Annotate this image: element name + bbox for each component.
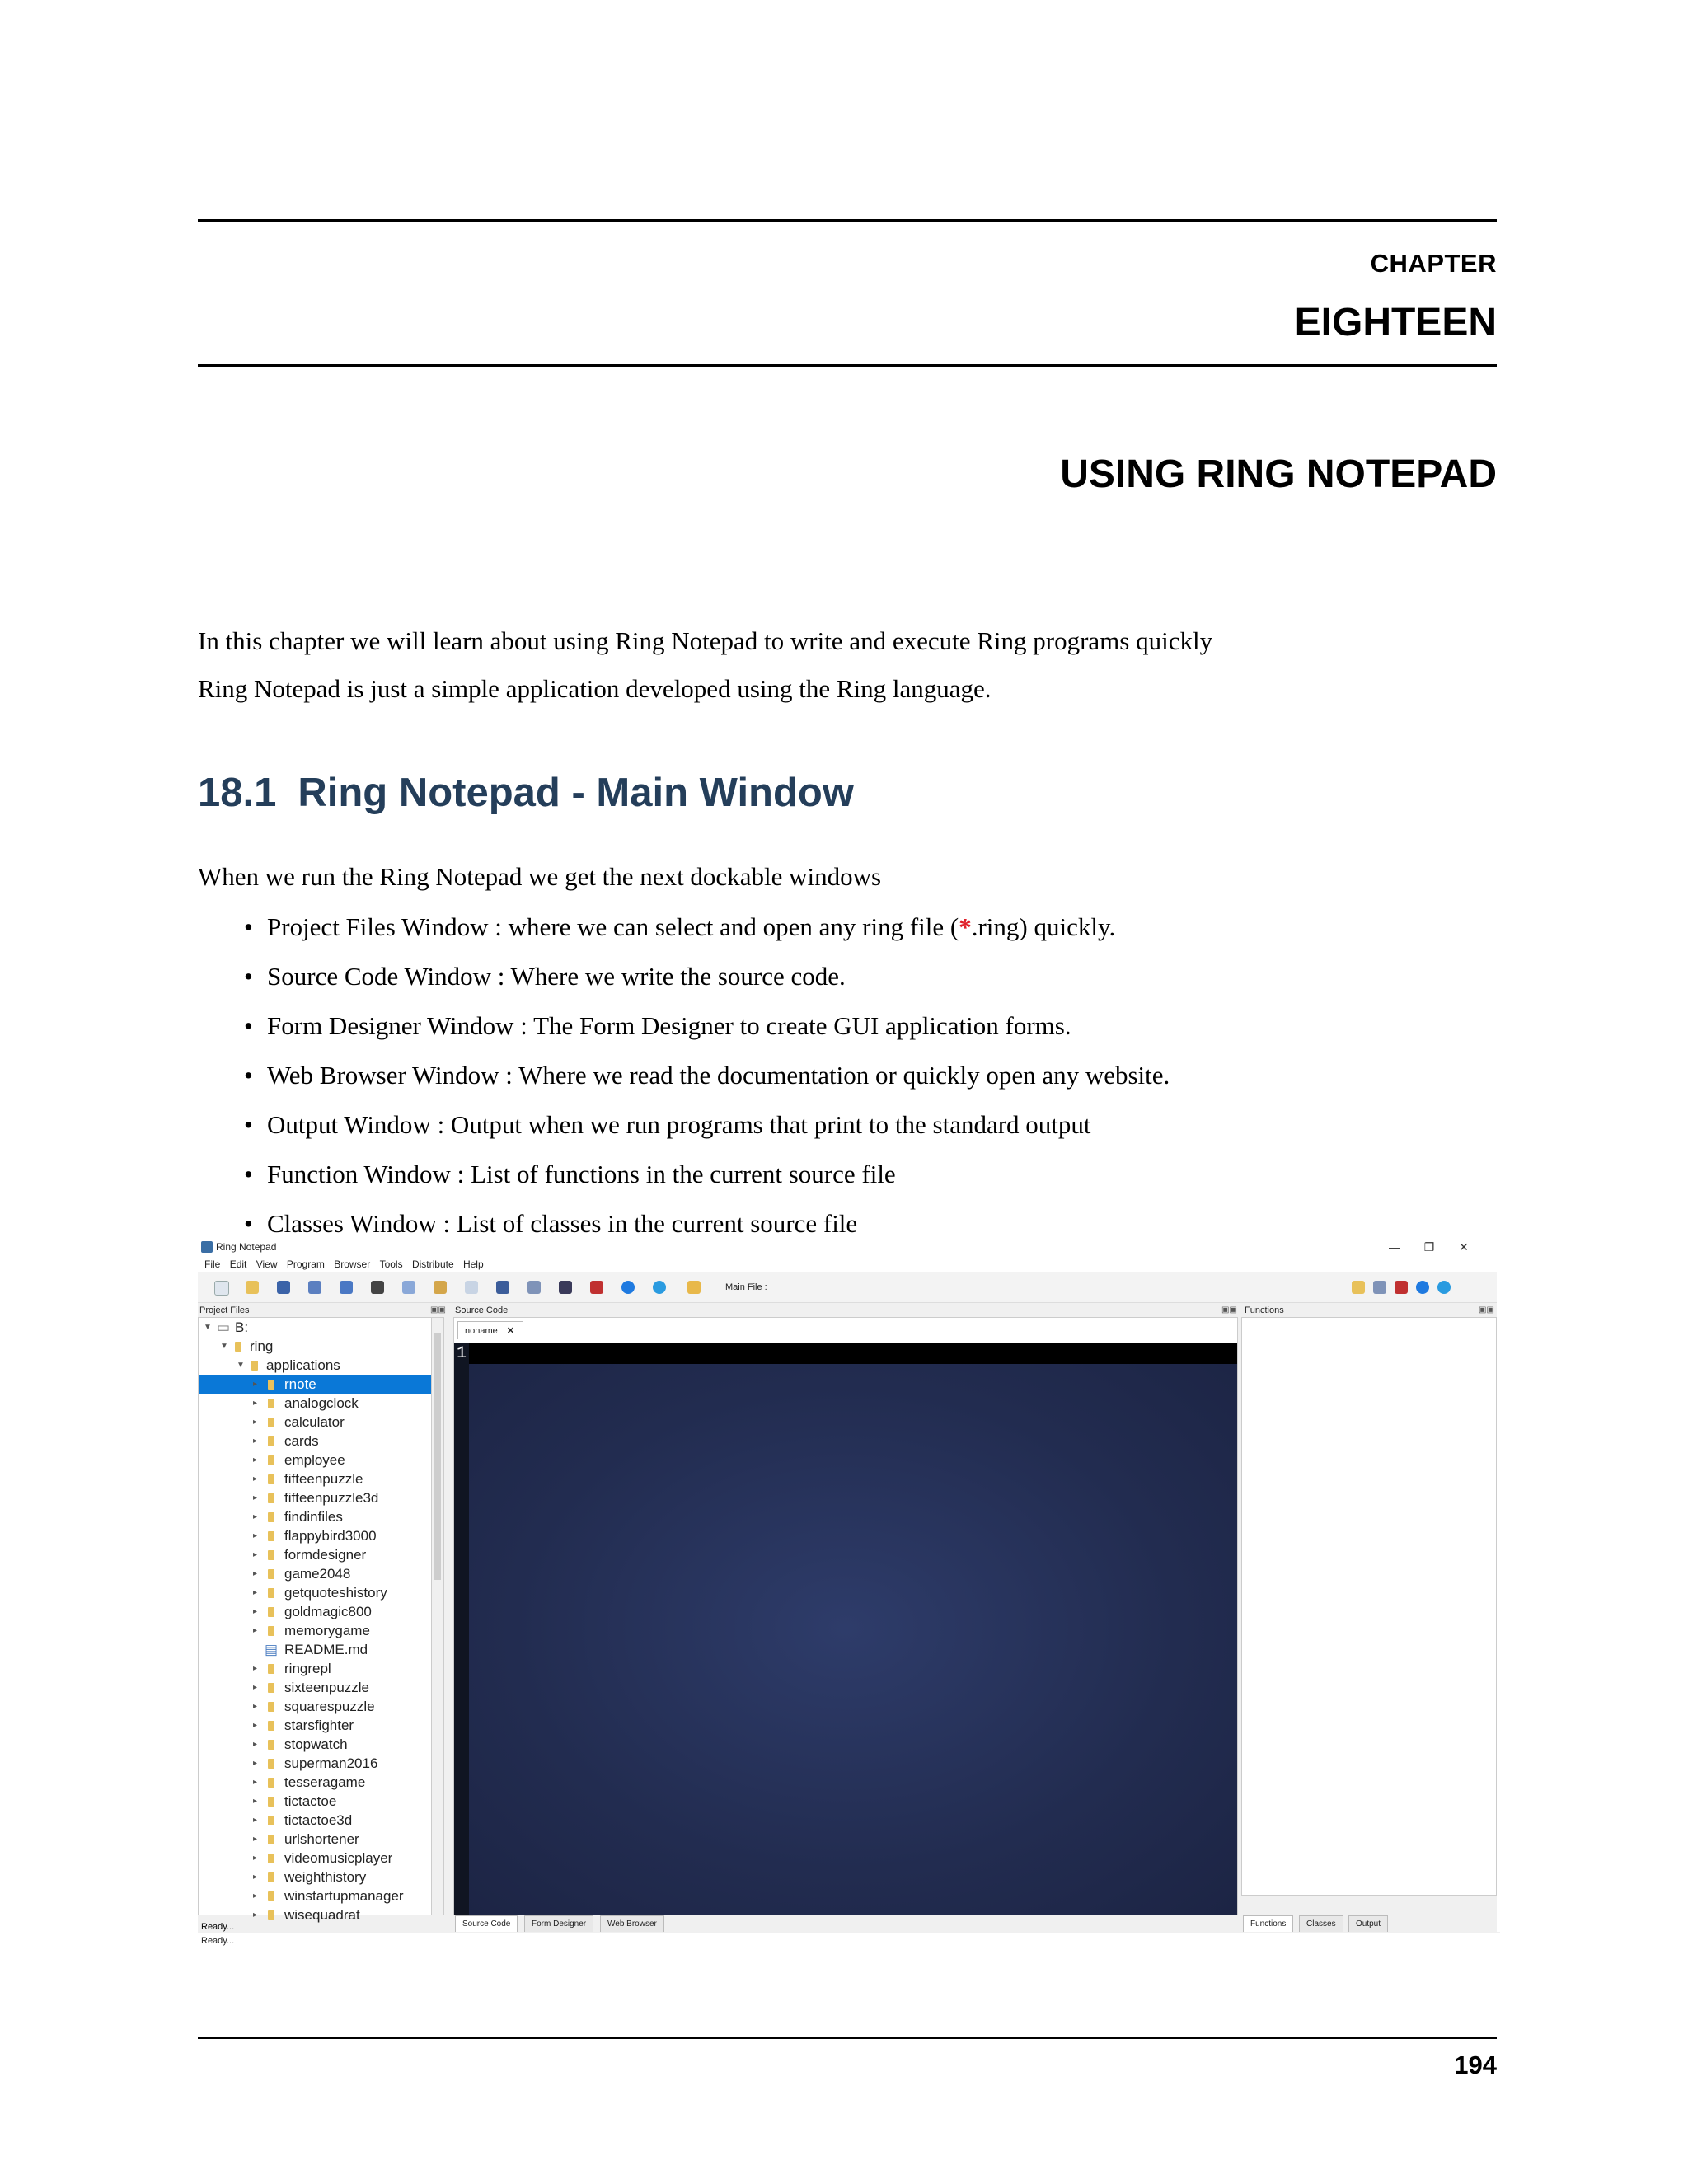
folder-icon: [268, 1683, 274, 1693]
expand-arrow-icon[interactable]: ▼: [204, 1323, 212, 1332]
run-gui-icon[interactable]: [590, 1281, 603, 1294]
tree-item-label: urlshortener: [284, 1831, 359, 1847]
tree-item-label: game2048: [284, 1566, 351, 1582]
expand-arrow-icon[interactable]: ▸: [253, 1816, 258, 1825]
section-number: 18.1: [198, 771, 277, 815]
folder-icon: [268, 1854, 274, 1863]
project-files-tree: [198, 1317, 433, 1923]
tab-web-browser[interactable]: Web Browser: [600, 1915, 664, 1933]
expand-arrow-icon[interactable]: ▸: [253, 1607, 258, 1616]
tree-item-label: stopwatch: [284, 1736, 348, 1752]
tree-applications[interactable]: ▼ applications: [237, 1357, 340, 1373]
expand-arrow-icon[interactable]: ▸: [253, 1626, 258, 1635]
expand-arrow-icon[interactable]: ▸: [253, 1512, 258, 1521]
folder-icon: [268, 1816, 274, 1825]
list-item: • Classes Window : List of classes in the current source file: [244, 1207, 1170, 1257]
cut-icon[interactable]: [371, 1281, 384, 1294]
folder-icon: [268, 1910, 274, 1920]
menu-bar: [198, 1256, 1497, 1272]
expand-arrow-icon[interactable]: ▸: [253, 1664, 258, 1673]
status-text: Ready...: [201, 1922, 235, 1932]
tab-output[interactable]: Output: [1348, 1915, 1388, 1933]
tree-item-label: tictactoe3d: [284, 1812, 353, 1828]
paste-icon[interactable]: [434, 1281, 447, 1294]
list-item: • Output Window : Output when we run programs that print to the standard output: [244, 1108, 1170, 1158]
tree-item[interactable]: [199, 1583, 432, 1602]
expand-arrow-icon[interactable]: ▼: [220, 1342, 228, 1351]
tree-item[interactable]: [199, 1602, 432, 1621]
tree-item-label: videomusicplayer: [284, 1850, 393, 1866]
folder-icon: [268, 1531, 274, 1541]
folder-icon: [268, 1626, 274, 1636]
folder-icon: [268, 1835, 274, 1844]
tree-item-label: starsfighter: [284, 1718, 354, 1733]
web-icon[interactable]: [1437, 1281, 1451, 1294]
expand-arrow-icon[interactable]: ▸: [253, 1872, 258, 1882]
folder-icon: [268, 1399, 274, 1408]
line-number: 1: [457, 1344, 467, 1363]
expand-arrow-icon[interactable]: ▼: [237, 1361, 245, 1370]
expand-arrow-icon[interactable]: ▸: [253, 1721, 258, 1730]
tree-item[interactable]: [199, 1621, 432, 1640]
save-as-icon[interactable]: [308, 1281, 321, 1294]
expand-arrow-icon[interactable]: ▸: [253, 1835, 258, 1844]
expand-arrow-icon[interactable]: ▸: [253, 1474, 258, 1483]
dock-buttons-icon[interactable]: ▣▣: [430, 1305, 446, 1315]
tree-item[interactable]: [199, 1526, 432, 1545]
tree-item[interactable]: [199, 1716, 432, 1735]
tree-item[interactable]: [199, 1659, 432, 1678]
close-tab-icon[interactable]: ✕: [506, 1326, 515, 1336]
chapter-number: EIGHTEEN: [1294, 301, 1497, 344]
expand-arrow-icon[interactable]: ▸: [253, 1683, 258, 1692]
tree-item[interactable]: [199, 1451, 432, 1469]
tab-source-code[interactable]: Source Code: [455, 1915, 518, 1933]
expand-arrow-icon[interactable]: ▸: [253, 1569, 258, 1578]
expand-arrow-icon[interactable]: ▸: [253, 1891, 258, 1900]
folder-icon: [268, 1664, 274, 1674]
folder-icon: [235, 1342, 241, 1352]
tree-item-label: formdesigner: [284, 1547, 367, 1563]
expand-arrow-icon[interactable]: ▸: [253, 1493, 258, 1502]
tree-item[interactable]: [199, 1773, 432, 1792]
minimize-button[interactable]: —: [1389, 1240, 1400, 1254]
folder-icon: [268, 1550, 274, 1560]
tree-item-label: ringrepl: [284, 1661, 331, 1676]
section-title: Ring Notepad - Main Window: [298, 771, 854, 815]
menu-program[interactable]: Program: [286, 1258, 325, 1270]
tree-item[interactable]: [199, 1640, 432, 1659]
tree-item[interactable]: [199, 1811, 432, 1830]
folder-icon: [268, 1474, 274, 1484]
expand-arrow-icon[interactable]: ▸: [253, 1588, 258, 1597]
print-icon[interactable]: [1373, 1281, 1386, 1294]
run-gui-icon[interactable]: [1395, 1281, 1408, 1294]
expand-arrow-icon[interactable]: ▸: [253, 1436, 258, 1446]
folder-icon: [268, 1740, 274, 1750]
functions-title: Functions: [1245, 1305, 1284, 1315]
expand-arrow-icon[interactable]: ▸: [253, 1854, 258, 1863]
window-list: [244, 911, 1170, 1257]
menu-help[interactable]: Help: [462, 1258, 484, 1270]
tree-item[interactable]: [199, 1545, 432, 1564]
tree-item-label: cards: [284, 1433, 319, 1449]
expand-arrow-icon[interactable]: ▸: [253, 1910, 258, 1919]
web-icon[interactable]: [653, 1281, 666, 1294]
expand-arrow-icon[interactable]: ▸: [253, 1399, 258, 1408]
functions-panel: [1241, 1317, 1497, 1896]
expand-arrow-icon[interactable]: ▸: [253, 1759, 258, 1768]
toolbar: [198, 1272, 1497, 1303]
menu-tools[interactable]: Tools: [379, 1258, 403, 1270]
app-icon: [201, 1241, 213, 1253]
run-icon[interactable]: [1416, 1281, 1429, 1294]
tree-item[interactable]: [199, 1413, 432, 1432]
editor-tab[interactable]: noname ✕: [457, 1321, 523, 1339]
expand-arrow-icon[interactable]: ▸: [253, 1702, 258, 1711]
folder-icon: [251, 1361, 258, 1371]
debug-icon[interactable]: [559, 1281, 572, 1294]
folder-icon: [268, 1778, 274, 1788]
tree-item-label: getquoteshistory: [284, 1585, 387, 1601]
tree-item-label: goldmagic800: [284, 1604, 372, 1619]
status-bar: Ready...: [198, 1932, 1500, 1933]
chapter-label: CHAPTER: [1370, 249, 1497, 278]
dock-buttons-icon[interactable]: ▣▣: [1221, 1305, 1237, 1315]
intro-paragraph-2: Ring Notepad is just a simple application developed using the Ring language.: [198, 674, 992, 703]
tree-item[interactable]: [199, 1375, 432, 1394]
edit-icon[interactable]: [496, 1281, 509, 1294]
folder-icon: [268, 1702, 274, 1712]
source-code-panel: [453, 1317, 1238, 1915]
tree-item-label: wisequadrat: [284, 1907, 360, 1923]
tab-functions[interactable]: Functions: [1243, 1915, 1293, 1933]
tree-item[interactable]: [199, 1735, 432, 1754]
undo-icon[interactable]: [340, 1281, 353, 1294]
current-line-highlight: [469, 1343, 1237, 1364]
folder-icon: [268, 1759, 274, 1769]
folder-icon: [268, 1493, 274, 1503]
source-code-title: Source Code: [455, 1305, 509, 1315]
drive-icon: ▭: [217, 1319, 231, 1335]
tree-item[interactable]: [199, 1830, 432, 1849]
folder-icon: [268, 1512, 274, 1522]
page-number: 194: [1454, 2050, 1497, 2079]
folder-icon: [268, 1721, 274, 1731]
folder-icon: [268, 1380, 274, 1390]
tree-item-label: memorygame: [284, 1623, 370, 1638]
tree-item-label: rnote: [284, 1376, 316, 1392]
section-heading: [198, 770, 854, 816]
title-bar: [198, 1238, 1497, 1256]
tab-form-designer[interactable]: Form Designer: [524, 1915, 593, 1933]
folder-icon: [268, 1436, 274, 1446]
expand-arrow-icon[interactable]: ▸: [253, 1455, 258, 1465]
chapter-title: USING RING NOTEPAD: [1060, 452, 1497, 496]
list-item: • Project Files Window : where we can select and open any ring file (*.ring) quickly.: [244, 911, 1170, 960]
tree-scrollbar[interactable]: [431, 1317, 444, 1915]
tree-item-label: employee: [284, 1452, 345, 1468]
list-item: • Function Window : List of functions in the current source file: [244, 1158, 1170, 1207]
tree-item-label: fifteenpuzzle3d: [284, 1490, 379, 1506]
tree-drive[interactable]: ▼ ▭ B:: [204, 1319, 249, 1335]
expand-arrow-icon[interactable]: ▸: [253, 1740, 258, 1749]
tree-item-label: README.md: [284, 1642, 368, 1657]
expand-arrow-icon[interactable]: ▸: [253, 1797, 258, 1806]
open-folder-icon[interactable]: [246, 1281, 259, 1294]
menu-browser[interactable]: Browser: [334, 1258, 371, 1270]
expand-arrow-icon[interactable]: ▸: [253, 1531, 258, 1540]
list-item: • Form Designer Window : The Form Designer to create GUI application forms.: [244, 1010, 1170, 1059]
tree-item[interactable]: [199, 1754, 432, 1773]
tree-item-label: fifteenpuzzle: [284, 1471, 363, 1487]
expand-arrow-icon[interactable]: ▸: [253, 1778, 258, 1787]
menu-distribute[interactable]: Distribute: [411, 1258, 454, 1270]
dock-buttons-icon[interactable]: ▣▣: [1479, 1305, 1494, 1315]
tree-item[interactable]: [199, 1792, 432, 1811]
folder-icon: [268, 1569, 274, 1579]
tree-ring[interactable]: ▼ ring: [220, 1338, 274, 1354]
save-icon[interactable]: [277, 1281, 290, 1294]
tree-item[interactable]: [199, 1868, 432, 1886]
tree-item-label: winstartupmanager: [284, 1888, 404, 1904]
tab-classes[interactable]: Classes: [1299, 1915, 1343, 1933]
tree-item-label: superman2016: [284, 1755, 378, 1771]
menu-view[interactable]: View: [256, 1258, 278, 1270]
close-button[interactable]: ✕: [1459, 1240, 1469, 1254]
list-item: • Source Code Window : Where we write the source code.: [244, 960, 1170, 1010]
tree-item[interactable]: [199, 1507, 432, 1526]
tree-item[interactable]: [199, 1697, 432, 1716]
expand-arrow-icon[interactable]: ▸: [253, 1550, 258, 1559]
tree-item-label: analogclock: [284, 1395, 359, 1411]
project-files-title: Project Files: [199, 1305, 250, 1315]
asterisk-mark: *: [959, 912, 972, 941]
tree-item-label: sixteenpuzzle: [284, 1680, 370, 1695]
folder-icon: [268, 1872, 274, 1882]
run-icon[interactable]: [621, 1281, 635, 1294]
ring-notepad-screenshot: [198, 1238, 1497, 1946]
folder-icon: [268, 1891, 274, 1901]
top-rule: [198, 219, 1497, 222]
menu-edit[interactable]: Edit: [229, 1258, 247, 1270]
list-item: • Web Browser Window : Where we read the documentation or quickly open any website.: [244, 1059, 1170, 1108]
folder-icon: [268, 1455, 274, 1465]
tree-item-label: calculator: [284, 1414, 345, 1430]
main-file-label: Main File :: [725, 1282, 767, 1292]
tree-item[interactable]: [199, 1564, 432, 1583]
copy-icon[interactable]: [402, 1281, 415, 1294]
folder-icon: [268, 1607, 274, 1617]
folder-icon: [268, 1418, 274, 1427]
restore-button[interactable]: ❐: [1423, 1240, 1435, 1254]
folder-icon: [268, 1588, 274, 1598]
code-editor[interactable]: [454, 1343, 1237, 1915]
open-folder-icon[interactable]: [1352, 1281, 1365, 1294]
expand-arrow-icon[interactable]: ▸: [253, 1418, 258, 1427]
scrollbar-thumb[interactable]: [434, 1333, 441, 1580]
tree-item[interactable]: [199, 1886, 432, 1905]
tree-item[interactable]: [199, 1488, 432, 1507]
tree-item-label: tesseragame: [284, 1774, 366, 1790]
chapter-rule: [198, 364, 1497, 367]
font-icon[interactable]: [465, 1281, 478, 1294]
tree-item-label: findinfiles: [284, 1509, 343, 1525]
intro-paragraph-1: In this chapter we will learn about using Ring Notepad to write and execute Ring programs quickly: [198, 626, 1213, 655]
line-gutter: [454, 1343, 469, 1915]
tree-item[interactable]: [199, 1432, 432, 1451]
section-lead: When we run the Ring Notepad we get the next dockable windows: [198, 862, 882, 891]
expand-arrow-icon[interactable]: ▸: [253, 1380, 258, 1389]
folder-icon: [268, 1797, 274, 1807]
window-title: Ring Notepad: [216, 1241, 277, 1253]
tree-item[interactable]: [199, 1849, 432, 1868]
tree-item[interactable]: [199, 1678, 432, 1697]
tree-item[interactable]: [199, 1469, 432, 1488]
set-main-file-icon[interactable]: [687, 1281, 701, 1294]
footer-rule: [198, 2037, 1497, 2039]
tree-item-label: tictactoe: [284, 1793, 337, 1809]
print-icon[interactable]: [528, 1281, 541, 1294]
menu-file[interactable]: File: [204, 1258, 221, 1270]
tree-item-label: squarespuzzle: [284, 1699, 375, 1714]
new-file-icon[interactable]: [214, 1281, 229, 1296]
tree-item[interactable]: [199, 1394, 432, 1413]
tree-item-label: flappybird3000: [284, 1528, 377, 1544]
file-icon: ▤: [265, 1642, 279, 1657]
tree-item-label: weighthistory: [284, 1869, 367, 1885]
